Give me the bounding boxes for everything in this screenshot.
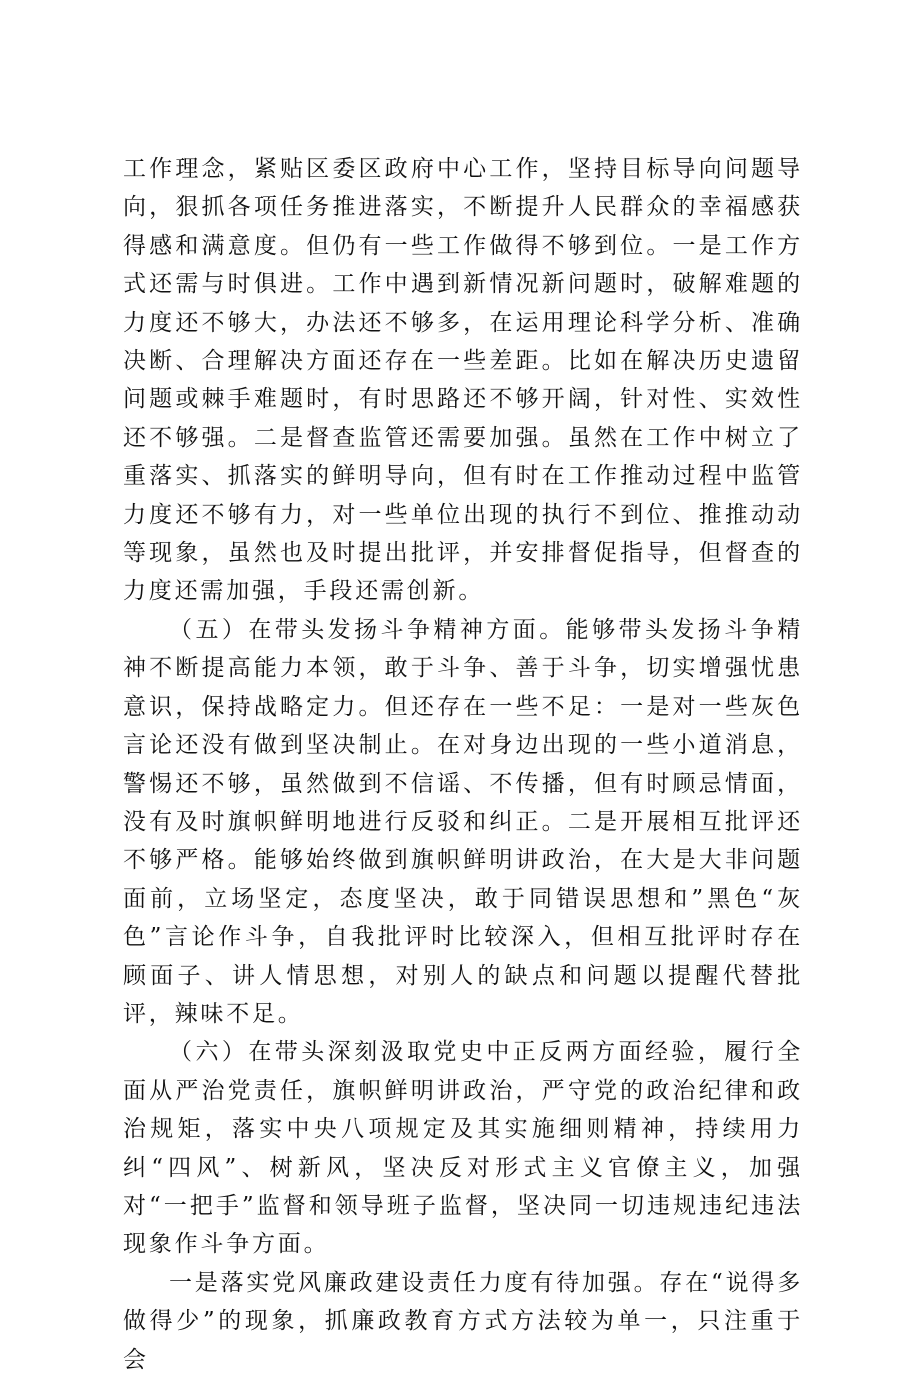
document-body (123, 150, 803, 1379)
paragraph-integrity-responsibility: 一是落实党风廉政建设责任力度有待加强。存在“说得多做得少”的现象，抓廉政教育方式方法较为单一，只注重于会 (123, 1269, 803, 1373)
paragraph-section-six: （六）在带头深刻汲取党史中正反两方面经验，履行全面从严治党责任，旗帜鲜明讲政治，严守党的政治纪律和政治规矩，落实中央八项规定及其实施细则精神，持续用力纠“四风”、树新风，坚决反对形式主义官僚主义，加强对“一把手”监督和领导班子监督，坚决同一切违规违纪违法现象作斗争方面。 (123, 1039, 803, 1258)
paragraph-section-five: （五）在带头发扬斗争精神方面。能够带头发扬斗争精神不断提高能力本领，敢于斗争、善于斗争，切实增强忧患意识，保持战略定力。但还存在一些不足：一是对一些灰色言论还没有做到坚决制止。在对身边出现的一些小道消息，警惕还不够，虽然做到不信谣、不传播，但有时顾忌情面，没有及时旗帜鲜明地进行反驳和纠正。二是开展相互批评还不够严格。能够始终做到旗帜鲜明讲政治，在大是大非问题面前，立场坚定，态度坚决，敢于同错误思想和”黑色“灰色”言论作斗争，自我批评时比较深入，但相互批评时存在顾面子、讲人情思想，对别人的缺点和问题以提醒代替批评，辣味不足。 (123, 616, 803, 1027)
paragraph-work-style: 工作理念，紧贴区委区政府中心工作，坚持目标导向问题导向，狠抓各项任务推进落实，不断提升人民群众的幸福感获得感和满意度。但仍有一些工作做得不够到位。一是工作方式还需与时俱进。工作中遇到新情况新问题时，破解难题的力度还不够大，办法还不够多，在运用理论科学分析、准确决断、合理解决方面还存在一些差距。比如在解决历史遗留问题或棘手难题时，有时思路还不够开阔，针对性、实效性还不够强。二是督查监管还需要加强。虽然在工作中树立了重落实、抓落实的鲜明导向，但有时在工作推动过程中监管力度还不够有力，对一些单位出现的执行不到位、推推动动等现象，虽然也及时提出批评，并安排督促指导，但督查的力度还需加强，手段还需创新。 (123, 156, 803, 605)
